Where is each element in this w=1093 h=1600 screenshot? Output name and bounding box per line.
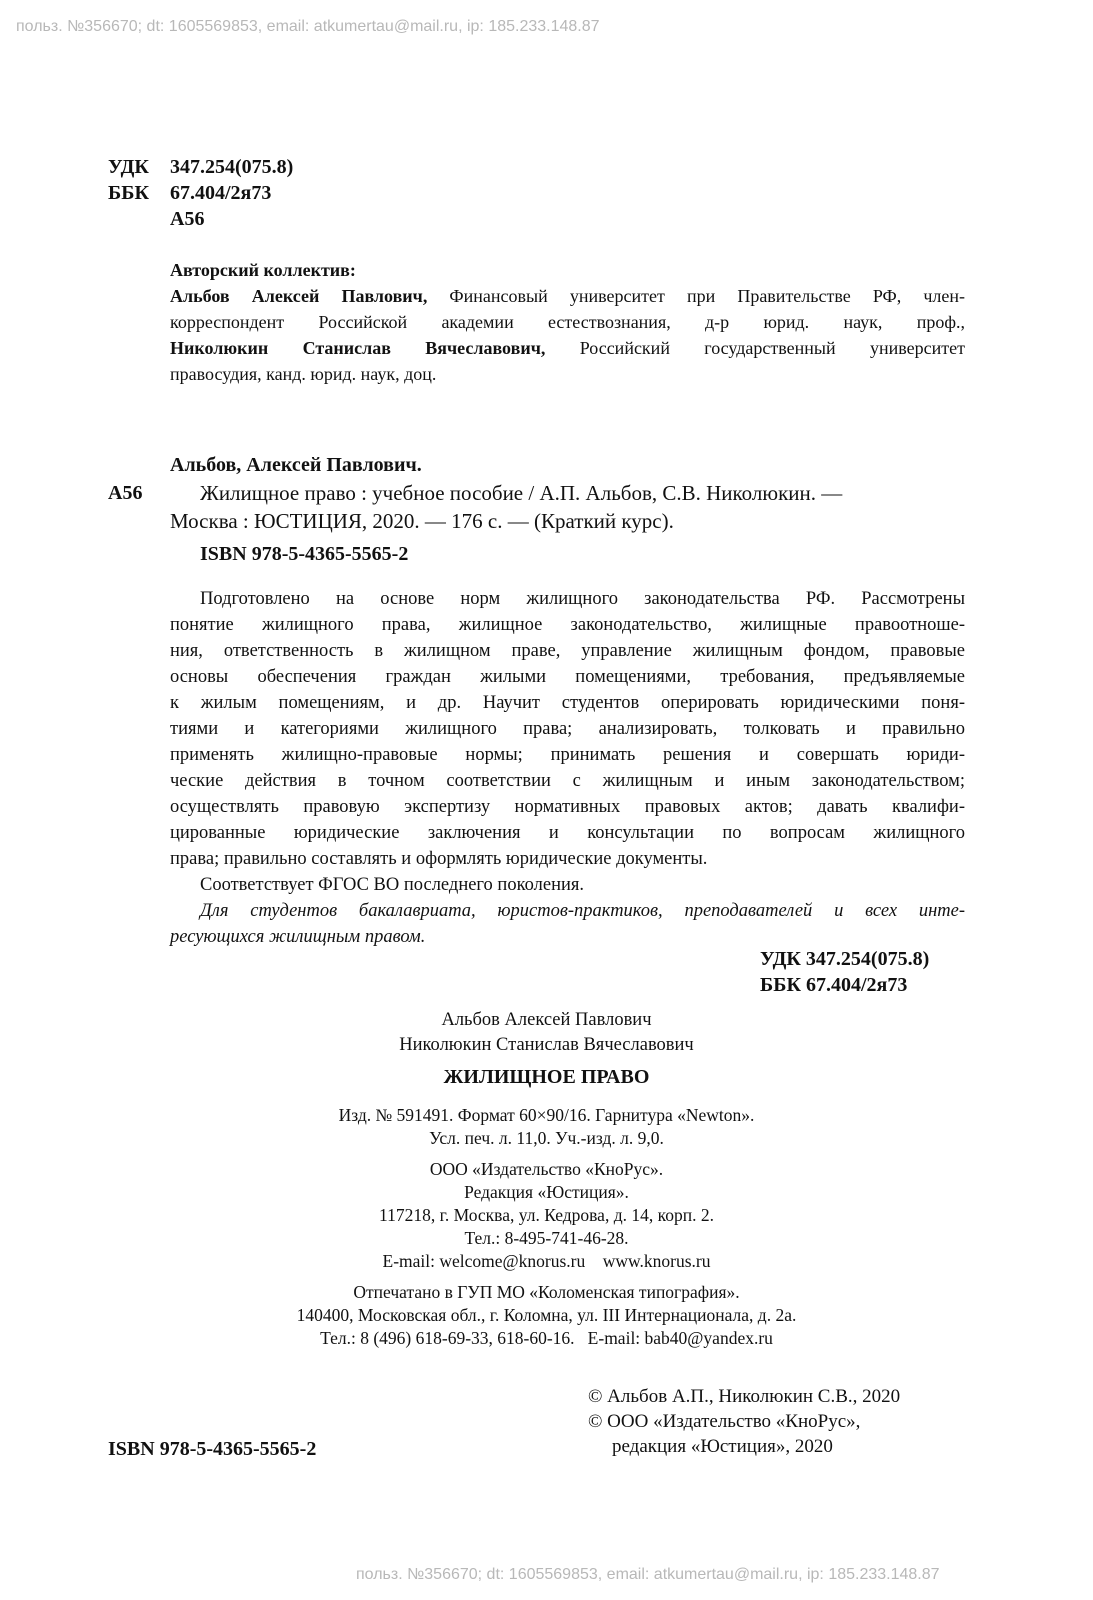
- card-line1: Жилищное право : учебное пособие / А.П. Альбов, С.В. Николюкин. —: [200, 481, 843, 505]
- imprint-pub2: Редакция «Юстиция».: [464, 1182, 629, 1202]
- imprint-pub4: Тел.: 8-495-741-46-28.: [464, 1228, 629, 1248]
- card-isbn: ISBN 978-5-4365-5565-2: [200, 543, 409, 565]
- abstract-line: основы обеспечения граждан жилыми помещениями, требования, предъявляемые: [170, 667, 965, 687]
- copyright-2: © ООО «Издательство «КноРус»,: [588, 1411, 861, 1432]
- abstract-line: к жилым помещениям, и др. Научит студентов оперировать юридическими поня-: [170, 693, 965, 713]
- author-mark: А56: [170, 208, 205, 230]
- abstract-block: [170, 586, 965, 950]
- author1-name: Альбов Алексей Павлович,: [170, 286, 428, 306]
- copyright-1: © Альбов А.П., Николюкин С.В., 2020: [588, 1386, 901, 1407]
- imprint-title: ЖИЛИЩНОЕ ПРАВО: [443, 1066, 650, 1088]
- imprint-pub5: E-mail: welcome@knorus.ru www.knorus.ru: [382, 1251, 711, 1271]
- copyright-3: редакция «Юстиция», 2020: [612, 1436, 833, 1457]
- audience-line-cont: ресующихся жилищным правом.: [170, 927, 426, 947]
- imprint-format2: Усл. печ. л. 11,0. Уч.-изд. л. 9,0.: [429, 1128, 664, 1148]
- imprint-author1: Альбов Алексей Павлович: [441, 1010, 652, 1030]
- authors-heading: Авторский коллектив:: [170, 260, 356, 280]
- watermark-bottom: польз. №356670; dt: 1605569853, email: atkumertau@mail.ru, ip: 185.233.148.87: [356, 1566, 940, 1583]
- udk-value: 347.254(075.8): [170, 156, 294, 178]
- card-mark: А56: [108, 482, 143, 504]
- audience-line: Для студентов бакалавриата, юристов-практиков, преподавателей и всех инте-: [200, 901, 965, 921]
- abstract-line: права; правильно составлять и оформлять юридические документы.: [170, 849, 708, 869]
- udk-row: [108, 154, 293, 180]
- author1-affiliation-cont: корреспондент Российской академии естествознания, д-р юрид. наук, проф.,: [170, 312, 965, 332]
- author2-affiliation: Российский государственный университет: [545, 338, 965, 358]
- imprint-print2: 140400, Московская обл., г. Коломна, ул. III Интернационала, д. 2а.: [296, 1305, 797, 1325]
- abstract-line: ния, ответственность в жилищном праве, управление жилищным фондом, правовые: [170, 641, 965, 661]
- imprint-print1: Отпечатано в ГУП МО «Коломенская типография».: [353, 1282, 740, 1302]
- imprint-format1: Изд. № 591491. Формат 60×90/16. Гарнитура «Newton».: [338, 1105, 755, 1125]
- authors-block: [170, 257, 965, 387]
- author2-affiliation-cont: правосудия, канд. юрид. наук, доц.: [170, 364, 437, 384]
- bbk-label: ББК: [108, 182, 149, 204]
- bbk-row: [108, 180, 271, 206]
- imprint-author2: Николюкин Станислав Вячеславович: [399, 1035, 694, 1055]
- author1-affiliation: Финансовый университет при Правительстве РФ, член-: [427, 286, 966, 306]
- bbk-value: 67.404/2я73: [170, 182, 272, 204]
- abstract-line: ческие действия в точном соответствии с жилищным и иным законодательством;: [170, 771, 965, 791]
- imprint-pub3: 117218, г. Москва, ул. Кедрова, д. 14, корп. 2.: [379, 1205, 714, 1225]
- author2-name: Николюкин Станислав Вячеславович,: [170, 338, 546, 358]
- abstract-line: тиями и категориями жилищного права; анализировать, толковать и правильно: [170, 719, 965, 739]
- watermark-top: польз. №356670; dt: 1605569853, email: atkumertau@mail.ru, ip: 185.233.148.87: [16, 18, 600, 35]
- abstract-line: применять жилищно-правовые нормы; принимать решения и совершать юриди-: [170, 745, 965, 765]
- abstract-line: осуществлять правовую экспертизу нормативных правовых актов; давать квалифи-: [170, 797, 965, 817]
- udk-label: УДК: [108, 156, 149, 178]
- imprint-pub1: ООО «Издательство «КноРус».: [429, 1159, 664, 1179]
- abstract-line: понятие жилищного права, жилищное законодательство, жилищные правоотноше-: [170, 615, 965, 635]
- abstract-bbk: ББК 67.404/2я73: [760, 974, 908, 996]
- fgos-line: Соответствует ФГОС ВО последнего поколения.: [200, 875, 585, 895]
- card-main-author: Альбов, Алексей Павлович.: [170, 454, 422, 476]
- abstract-line: цированные юридические заключения и консультации по вопросам жилищного: [170, 823, 965, 843]
- imprint-print3: Тел.: 8 (496) 618-69-33, 618-60-16. E-mail: bab40@yandex.ru: [320, 1328, 773, 1348]
- abstract-line: Подготовлено на основе норм жилищного законодательства РФ. Рассмотрены: [200, 589, 965, 609]
- isbn-bottom: ISBN 978-5-4365-5565-2: [108, 1438, 317, 1460]
- abstract-udk: УДК 347.254(075.8): [760, 948, 930, 970]
- card-line2: Москва : ЮСТИЦИЯ, 2020. — 176 с. — (Краткий курс).: [170, 509, 674, 533]
